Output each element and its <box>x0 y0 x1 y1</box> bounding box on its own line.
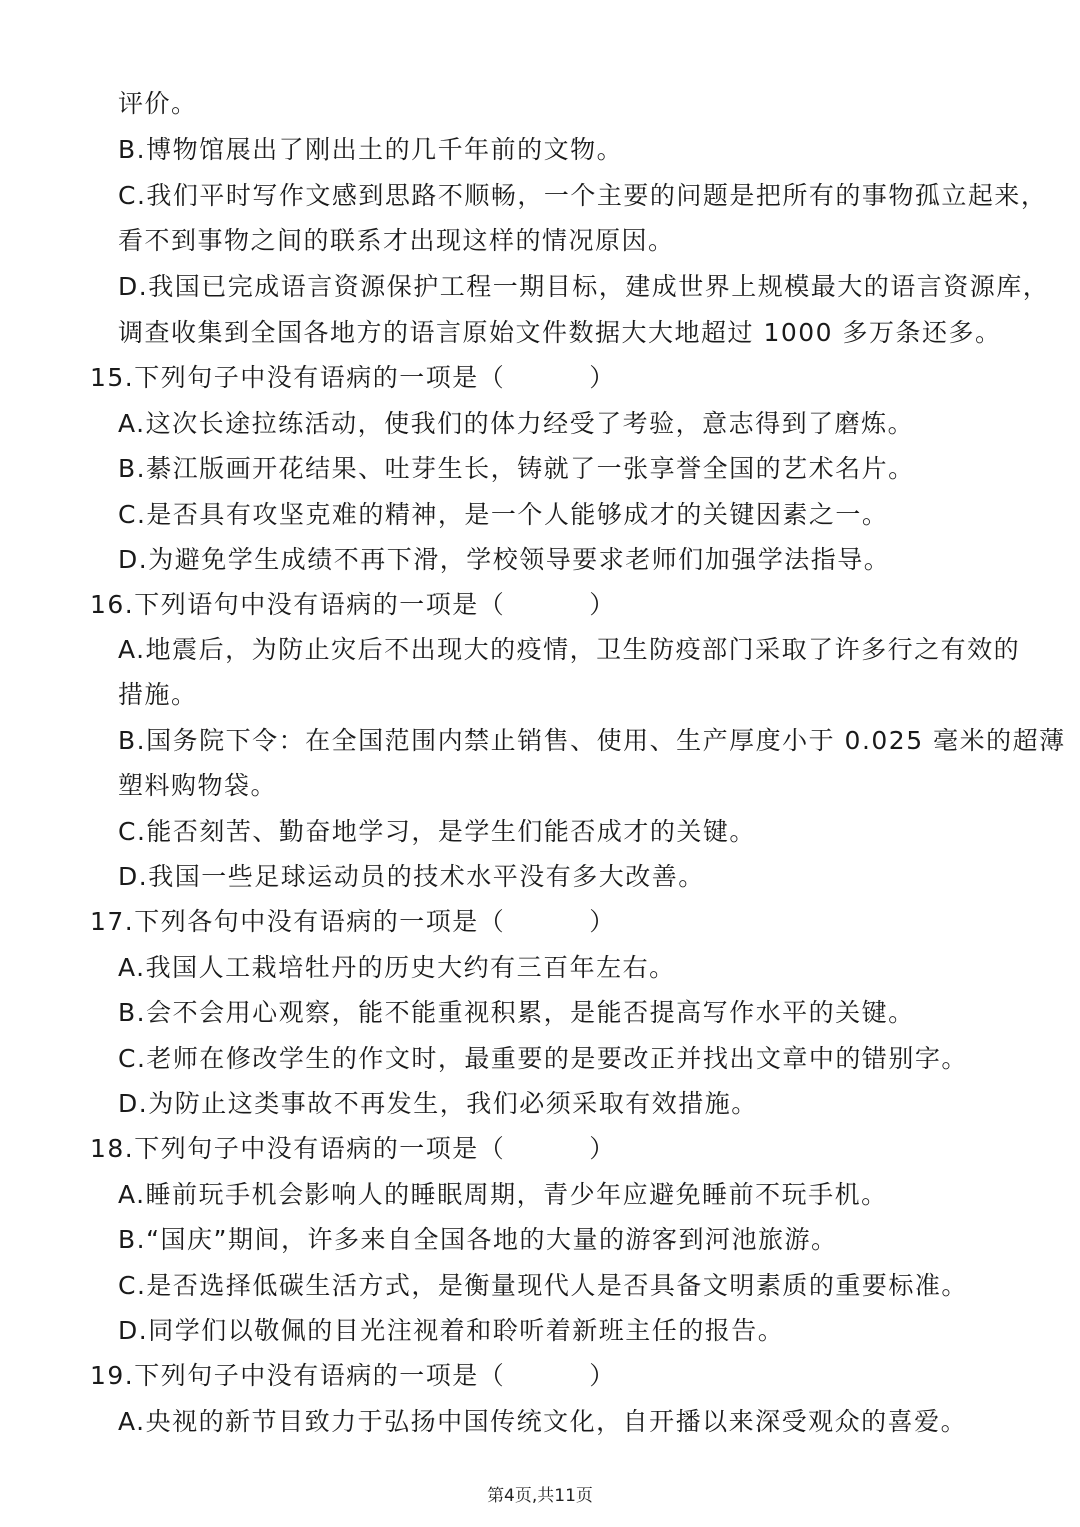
question-17-option-a: A.我国人工栽培牡丹的历史大约有三百年左右。 <box>118 953 676 982</box>
question-18-option-a: A.睡前玩手机会影响人的睡眠周期，青少年应避免睡前不玩手机。 <box>118 1180 888 1209</box>
question-17-option-d: D.为防止这类事故不再发生，我们必须采取有效措施。 <box>118 1089 758 1118</box>
intro-option-d-cont: 调查收集到全国各地方的语言原始文件数据大大地超过 1000 多万条还多。 <box>118 318 1002 347</box>
intro-option-c: C.我们平时写作文感到思路不顺畅，一个主要的问题是把所有的事物孤立起来， <box>118 181 1048 210</box>
question-15-stem <box>90 363 616 393</box>
intro-option-d: D.我国已完成语言资源保护工程一期目标，建成世界上规模最大的语言资源库， <box>118 272 1050 301</box>
question-15-option-b: B.綦江版画开花结果、吐芽生长，铸就了一张享誉全国的艺术名片。 <box>118 454 915 483</box>
question-16-paren-close: ） <box>589 590 616 619</box>
question-16-option-d: D.我国一些足球运动员的技术水平没有多大改善。 <box>118 862 705 891</box>
question-16-option-c: C.能否刻苦、勤奋地学习，是学生们能否成才的关键。 <box>118 817 756 846</box>
question-15-stem-text: 15.下列句子中没有语病的一项是（ <box>90 363 506 392</box>
intro-option-b: B.博物馆展出了刚出土的几千年前的文物。 <box>118 135 624 164</box>
question-16-option-a-cont: 措施。 <box>118 680 198 709</box>
question-16-option-b-cont: 塑料购物袋。 <box>118 771 278 800</box>
question-18-stem <box>90 1134 616 1164</box>
question-16-option-a: A.地震后，为防止灾后不出现大的疫情，卫生防疫部门采取了许多行之有效的 <box>118 635 1021 664</box>
question-19-option-a: A.央视的新节目致力于弘扬中国传统文化，自开播以来深受观众的喜爱。 <box>118 1407 968 1436</box>
question-18-stem-text: 18.下列句子中没有语病的一项是（ <box>90 1134 506 1163</box>
question-17-option-b: B.会不会用心观察，能不能重视积累，是能否提高写作水平的关键。 <box>118 998 915 1027</box>
question-18-paren-close: ） <box>589 1134 616 1163</box>
question-17-stem <box>90 907 616 937</box>
question-17-option-c: C.老师在修改学生的作文时，最重要的是要改正并找出文章中的错别字。 <box>118 1044 968 1073</box>
question-18-option-b: B.“国庆”期间，许多来自全国各地的大量的游客到河池旅游。 <box>118 1225 838 1254</box>
question-19-stem-text: 19.下列句子中没有语病的一项是（ <box>90 1361 506 1390</box>
question-18-option-c: C.是否选择低碳生活方式，是衡量现代人是否具备文明素质的重要标准。 <box>118 1271 968 1300</box>
question-18-option-d: D.同学们以敬佩的目光注视着和聆听着新班主任的报告。 <box>118 1316 785 1345</box>
question-15-option-d: D.为避免学生成绩不再下滑，学校领导要求老师们加强学法指导。 <box>118 545 891 574</box>
intro-tail-line: 评价。 <box>118 89 198 118</box>
question-15-paren-close: ） <box>589 363 616 392</box>
question-19-paren-close: ） <box>589 1361 616 1390</box>
question-15-option-a: A.这次长途拉练活动，使我们的体力经受了考验，意志得到了磨炼。 <box>118 409 915 438</box>
question-15-option-c: C.是否具有攻坚克难的精神，是一个人能够成才的关键因素之一。 <box>118 500 889 529</box>
question-17-paren-close: ） <box>589 907 616 936</box>
question-19-stem <box>90 1361 616 1391</box>
intro-option-c-cont: 看不到事物之间的联系才出现这样的情况原因。 <box>118 226 675 255</box>
question-17-stem-text: 17.下列各句中没有语病的一项是（ <box>90 907 506 936</box>
question-16-stem <box>90 590 616 620</box>
question-16-option-b: B.国务院下令：在全国范围内禁止销售、使用、生产厚度小于 0.025 毫米的超薄 <box>118 726 1066 755</box>
question-16-stem-text: 16.下列语句中没有语病的一项是（ <box>90 590 506 619</box>
page-number: 第4页,共11页 <box>487 1486 593 1506</box>
